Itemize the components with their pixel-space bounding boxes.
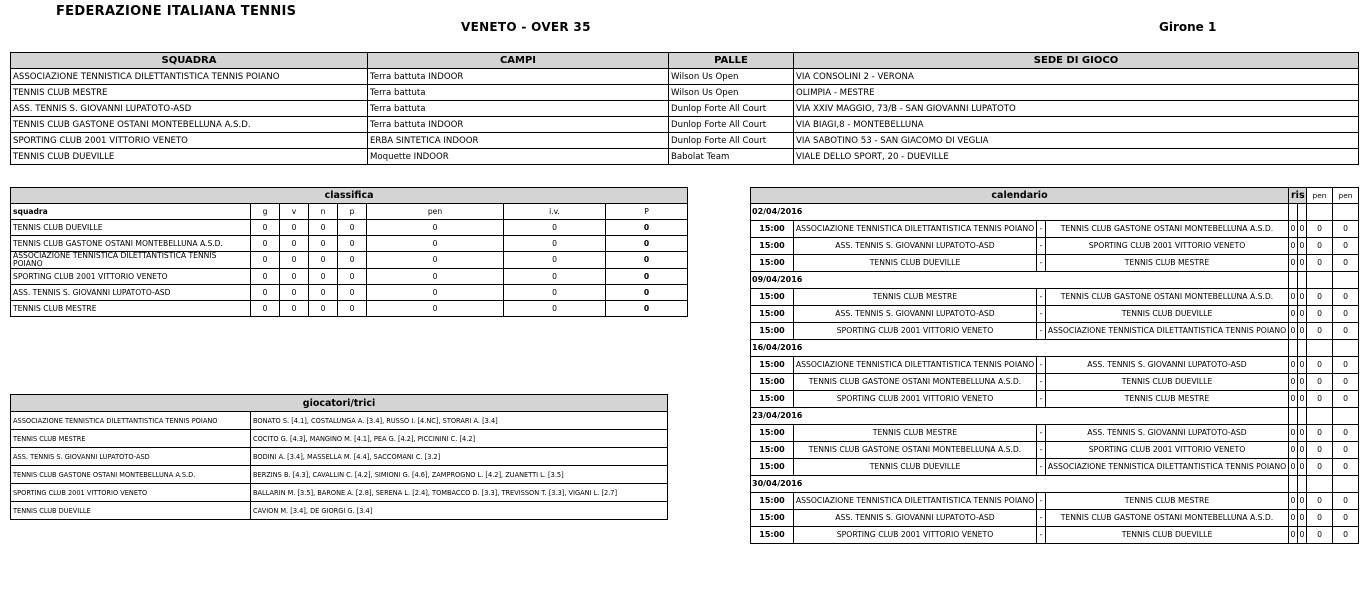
- ball-brand: Wilson Us Open: [669, 85, 794, 101]
- standings-col-pen: pen: [367, 204, 504, 220]
- calendar-col-pen-away: pen: [1333, 188, 1359, 204]
- ball-brand: Dunlop Forte All Court: [669, 133, 794, 149]
- result-away: 0: [1298, 493, 1307, 510]
- result-away: 0: [1298, 306, 1307, 323]
- match-row: [751, 510, 1359, 527]
- players-team: SPORTING CLUB 2001 VITTORIO VENETO: [11, 484, 251, 502]
- result-home: 0: [1289, 527, 1298, 544]
- penalty-home: 0: [1307, 391, 1333, 408]
- points: 0: [606, 301, 688, 317]
- table-row: [11, 285, 688, 301]
- home-team: TENNIS CLUB GASTONE OSTANI MONTEBELLUNA A.S.D.: [794, 374, 1037, 391]
- vs-separator: -: [1037, 527, 1046, 544]
- away-team: TENNIS CLUB GASTONE OSTANI MONTEBELLUNA A.S.D.: [1046, 289, 1289, 306]
- court-surface: Terra battuta INDOOR: [368, 117, 669, 133]
- penalties: 0: [367, 252, 504, 269]
- players-team: TENNIS CLUB DUEVILLE: [11, 502, 251, 520]
- losses: 0: [338, 285, 367, 301]
- table-row: [11, 430, 668, 448]
- round-date-filler: [1333, 476, 1359, 493]
- home-team: TENNIS CLUB MESTRE: [794, 425, 1037, 442]
- result-away: 0: [1298, 221, 1307, 238]
- players-team: TENNIS CLUB MESTRE: [11, 430, 251, 448]
- wins: 0: [280, 252, 309, 269]
- vs-separator: -: [1037, 459, 1046, 476]
- away-team: TENNIS CLUB MESTRE: [1046, 255, 1289, 272]
- penalty-away: 0: [1333, 425, 1359, 442]
- losses: 0: [338, 236, 367, 252]
- venue-address: VIA SABOTINO 53 - SAN GIACOMO DI VEGLIA: [794, 133, 1359, 149]
- home-team: ASS. TENNIS S. GIOVANNI LUPATOTO-ASD: [794, 238, 1037, 255]
- away-team: TENNIS CLUB GASTONE OSTANI MONTEBELLUNA A.S.D.: [1046, 510, 1289, 527]
- match-row: [751, 238, 1359, 255]
- players-table: [10, 394, 668, 520]
- players-team: TENNIS CLUB GASTONE OSTANI MONTEBELLUNA A.S.D.: [11, 466, 251, 484]
- team-name: ASS. TENNIS S. GIOVANNI LUPATOTO-ASD: [11, 101, 368, 117]
- court-surface: Moquette INDOOR: [368, 149, 669, 165]
- away-team: TENNIS CLUB GASTONE OSTANI MONTEBELLUNA A.S.D.: [1046, 221, 1289, 238]
- vs-separator: -: [1037, 255, 1046, 272]
- players-list: COCITO G. [4.3], MANGINO M. [4.1], PEA G. [4.2], PICCININI C. [4.2]: [251, 430, 668, 448]
- vs-separator: -: [1037, 425, 1046, 442]
- match-row: [751, 323, 1359, 340]
- result-away: 0: [1298, 527, 1307, 544]
- penalty-home: 0: [1307, 459, 1333, 476]
- teams-col-sede: SEDE DI GIOCO: [794, 53, 1359, 69]
- round-date-row: [751, 408, 1359, 425]
- iv: 0: [504, 252, 606, 269]
- table-row: [11, 301, 688, 317]
- team-name: TENNIS CLUB GASTONE OSTANI MONTEBELLUNA A.S.D.: [11, 117, 368, 133]
- players-title: giocatori/trici: [11, 395, 668, 412]
- round-date-filler: [1307, 272, 1333, 289]
- penalty-away: 0: [1333, 221, 1359, 238]
- result-away: 0: [1298, 425, 1307, 442]
- table-row: [11, 484, 668, 502]
- home-team: TENNIS CLUB GASTONE OSTANI MONTEBELLUNA A.S.D.: [794, 442, 1037, 459]
- match-time: 15:00: [751, 289, 794, 306]
- round-date-filler: [1307, 204, 1333, 221]
- round-date-filler: [1298, 272, 1307, 289]
- penalty-away: 0: [1333, 527, 1359, 544]
- away-team: ASSOCIAZIONE TENNISTICA DILETTANTISTICA TENNIS POIANO: [1046, 459, 1289, 476]
- points: 0: [606, 236, 688, 252]
- home-team: ASSOCIAZIONE TENNISTICA DILETTANTISTICA TENNIS POIANO: [794, 357, 1037, 374]
- standings-col-v: v: [280, 204, 309, 220]
- penalty-home: 0: [1307, 527, 1333, 544]
- court-surface: Terra battuta INDOOR: [368, 69, 669, 85]
- penalty-away: 0: [1333, 459, 1359, 476]
- penalty-home: 0: [1307, 289, 1333, 306]
- round-date: 09/04/2016: [751, 272, 1289, 289]
- table-row: [11, 69, 1359, 85]
- games-played: 0: [251, 301, 280, 317]
- standings-table: [10, 187, 688, 317]
- table-row: [11, 117, 1359, 133]
- teams-table: [10, 52, 1359, 165]
- home-team: SPORTING CLUB 2001 VITTORIO VENETO: [794, 527, 1037, 544]
- iv: 0: [504, 301, 606, 317]
- vs-separator: -: [1037, 391, 1046, 408]
- table-row: [11, 101, 1359, 117]
- round-date-filler: [1289, 272, 1298, 289]
- match-row: [751, 391, 1359, 408]
- penalty-away: 0: [1333, 357, 1359, 374]
- table-row: [11, 412, 668, 430]
- team-name: ASSOCIAZIONE TENNISTICA DILETTANTISTICA TENNIS POIANO: [11, 69, 368, 85]
- vs-separator: -: [1037, 357, 1046, 374]
- match-time: 15:00: [751, 442, 794, 459]
- match-row: [751, 306, 1359, 323]
- round-date: 02/04/2016: [751, 204, 1289, 221]
- draws: 0: [309, 220, 338, 236]
- round-date: 23/04/2016: [751, 408, 1289, 425]
- draws: 0: [309, 252, 338, 269]
- draws: 0: [309, 301, 338, 317]
- court-surface: ERBA SINTETICA INDOOR: [368, 133, 669, 149]
- home-team: ASSOCIAZIONE TENNISTICA DILETTANTISTICA TENNIS POIANO: [794, 221, 1037, 238]
- venue-address: VIALE DELLO SPORT, 20 - DUEVILLE: [794, 149, 1359, 165]
- penalty-home: 0: [1307, 323, 1333, 340]
- round-date-filler: [1307, 340, 1333, 357]
- match-row: [751, 289, 1359, 306]
- standings-col-n: n: [309, 204, 338, 220]
- round-date-filler: [1298, 340, 1307, 357]
- venue-address: VIA XXIV MAGGIO, 73/B - SAN GIOVANNI LUPATOTO: [794, 101, 1359, 117]
- standings-team: TENNIS CLUB DUEVILLE: [11, 220, 251, 236]
- games-played: 0: [251, 285, 280, 301]
- standings-col-points: P: [606, 204, 688, 220]
- match-row: [751, 255, 1359, 272]
- table-row: [11, 236, 688, 252]
- match-time: 15:00: [751, 238, 794, 255]
- calendar-col-pen-home: pen: [1307, 188, 1333, 204]
- result-away: 0: [1298, 374, 1307, 391]
- match-row: [751, 374, 1359, 391]
- result-home: 0: [1289, 323, 1298, 340]
- players-team: ASSOCIAZIONE TENNISTICA DILETTANTISTICA TENNIS POIANO: [11, 412, 251, 430]
- vs-separator: -: [1037, 323, 1046, 340]
- round-date-row: [751, 340, 1359, 357]
- vs-separator: -: [1037, 289, 1046, 306]
- draws: 0: [309, 269, 338, 285]
- match-row: [751, 442, 1359, 459]
- teams-col-campi: CAMPI: [368, 53, 669, 69]
- team-name: SPORTING CLUB 2001 VITTORIO VENETO: [11, 133, 368, 149]
- penalties: 0: [367, 301, 504, 317]
- away-team: TENNIS CLUB DUEVILLE: [1046, 306, 1289, 323]
- standings-col-iv: i.v.: [504, 204, 606, 220]
- round-date-filler: [1298, 408, 1307, 425]
- away-team: TENNIS CLUB MESTRE: [1046, 391, 1289, 408]
- teams-header-row: [11, 53, 1359, 69]
- penalty-away: 0: [1333, 289, 1359, 306]
- home-team: SPORTING CLUB 2001 VITTORIO VENETO: [794, 323, 1037, 340]
- round-date-filler: [1298, 476, 1307, 493]
- points: 0: [606, 220, 688, 236]
- table-row: [11, 149, 1359, 165]
- match-row: [751, 459, 1359, 476]
- penalty-away: 0: [1333, 306, 1359, 323]
- players-team: ASS. TENNIS S. GIOVANNI LUPATOTO-ASD: [11, 448, 251, 466]
- away-team: TENNIS CLUB MESTRE: [1046, 493, 1289, 510]
- result-home: 0: [1289, 442, 1298, 459]
- teams-col-squadra: SQUADRA: [11, 53, 368, 69]
- home-team: TENNIS CLUB MESTRE: [794, 289, 1037, 306]
- result-home: 0: [1289, 289, 1298, 306]
- penalty-home: 0: [1307, 425, 1333, 442]
- standings-team: ASS. TENNIS S. GIOVANNI LUPATOTO-ASD: [11, 285, 251, 301]
- games-played: 0: [251, 269, 280, 285]
- iv: 0: [504, 236, 606, 252]
- result-away: 0: [1298, 255, 1307, 272]
- games-played: 0: [251, 220, 280, 236]
- ball-brand: Dunlop Forte All Court: [669, 117, 794, 133]
- away-team: SPORTING CLUB 2001 VITTORIO VENETO: [1046, 238, 1289, 255]
- table-row: [11, 466, 668, 484]
- result-home: 0: [1289, 221, 1298, 238]
- penalty-home: 0: [1307, 255, 1333, 272]
- match-time: 15:00: [751, 357, 794, 374]
- losses: 0: [338, 301, 367, 317]
- result-home: 0: [1289, 425, 1298, 442]
- draws: 0: [309, 236, 338, 252]
- away-team: SPORTING CLUB 2001 VITTORIO VENETO: [1046, 442, 1289, 459]
- venue-address: VIA CONSOLINI 2 - VERONA: [794, 69, 1359, 85]
- venue-address: VIA BIAGI,8 - MONTEBELLUNA: [794, 117, 1359, 133]
- games-played: 0: [251, 236, 280, 252]
- penalty-home: 0: [1307, 442, 1333, 459]
- home-team: ASS. TENNIS S. GIOVANNI LUPATOTO-ASD: [794, 306, 1037, 323]
- result-away: 0: [1298, 357, 1307, 374]
- penalty-away: 0: [1333, 323, 1359, 340]
- vs-separator: -: [1037, 510, 1046, 527]
- court-surface: Terra battuta: [368, 85, 669, 101]
- match-time: 15:00: [751, 391, 794, 408]
- result-home: 0: [1289, 391, 1298, 408]
- teams-col-palle: PALLE: [669, 53, 794, 69]
- penalty-away: 0: [1333, 255, 1359, 272]
- players-list: BALLARIN M. [3.5], BARONE A. [2.8], SERENA L. [2.4], TOMBACCO D. [3.3], TREVISSON T. [3.3], VIGANI L. [2.7]: [251, 484, 668, 502]
- table-row: [11, 133, 1359, 149]
- match-time: 15:00: [751, 306, 794, 323]
- vs-separator: -: [1037, 221, 1046, 238]
- away-team: ASS. TENNIS S. GIOVANNI LUPATOTO-ASD: [1046, 425, 1289, 442]
- away-team: TENNIS CLUB DUEVILLE: [1046, 527, 1289, 544]
- result-home: 0: [1289, 357, 1298, 374]
- ball-brand: Babolat Team: [669, 149, 794, 165]
- match-time: 15:00: [751, 221, 794, 238]
- wins: 0: [280, 269, 309, 285]
- round-date-row: [751, 272, 1359, 289]
- result-away: 0: [1298, 323, 1307, 340]
- table-row: [11, 220, 688, 236]
- home-team: TENNIS CLUB DUEVILLE: [794, 255, 1037, 272]
- match-row: [751, 221, 1359, 238]
- penalty-away: 0: [1333, 238, 1359, 255]
- penalties: 0: [367, 269, 504, 285]
- iv: 0: [504, 285, 606, 301]
- calendar-col-ris: ris: [1289, 188, 1307, 204]
- result-home: 0: [1289, 493, 1298, 510]
- vs-separator: -: [1037, 374, 1046, 391]
- points: 0: [606, 252, 688, 269]
- ball-brand: Wilson Us Open: [669, 69, 794, 85]
- penalties: 0: [367, 220, 504, 236]
- games-played: 0: [251, 252, 280, 269]
- wins: 0: [280, 301, 309, 317]
- result-home: 0: [1289, 238, 1298, 255]
- away-team: ASSOCIAZIONE TENNISTICA DILETTANTISTICA TENNIS POIANO: [1046, 323, 1289, 340]
- result-away: 0: [1298, 289, 1307, 306]
- table-row: [11, 502, 668, 520]
- penalty-away: 0: [1333, 391, 1359, 408]
- vs-separator: -: [1037, 493, 1046, 510]
- ball-brand: Dunlop Forte All Court: [669, 101, 794, 117]
- table-row: [11, 448, 668, 466]
- penalty-away: 0: [1333, 442, 1359, 459]
- round-date-filler: [1289, 408, 1298, 425]
- round-date: 16/04/2016: [751, 340, 1289, 357]
- federation-title: FEDERAZIONE ITALIANA TENNIS: [56, 4, 297, 19]
- calendar-header-row: [751, 188, 1359, 204]
- result-away: 0: [1298, 391, 1307, 408]
- table-row: [11, 269, 688, 285]
- losses: 0: [338, 252, 367, 269]
- penalty-home: 0: [1307, 238, 1333, 255]
- standings-header-row: [11, 204, 688, 220]
- result-away: 0: [1298, 442, 1307, 459]
- round-date-filler: [1307, 408, 1333, 425]
- standings-col-g: g: [251, 204, 280, 220]
- home-team: SPORTING CLUB 2001 VITTORIO VENETO: [794, 391, 1037, 408]
- penalty-away: 0: [1333, 510, 1359, 527]
- team-name: TENNIS CLUB MESTRE: [11, 85, 368, 101]
- wins: 0: [280, 285, 309, 301]
- result-away: 0: [1298, 238, 1307, 255]
- round-date: 30/04/2016: [751, 476, 1289, 493]
- losses: 0: [338, 220, 367, 236]
- result-away: 0: [1298, 459, 1307, 476]
- vs-separator: -: [1037, 306, 1046, 323]
- match-time: 15:00: [751, 323, 794, 340]
- result-home: 0: [1289, 374, 1298, 391]
- points: 0: [606, 285, 688, 301]
- round-date-filler: [1333, 340, 1359, 357]
- players-list: CAVION M. [3.4], DE GIORGI G. [3.4]: [251, 502, 668, 520]
- penalty-home: 0: [1307, 510, 1333, 527]
- round-date-filler: [1333, 204, 1359, 221]
- match-time: 15:00: [751, 510, 794, 527]
- penalty-home: 0: [1307, 374, 1333, 391]
- round-date-filler: [1298, 204, 1307, 221]
- vs-separator: -: [1037, 442, 1046, 459]
- penalty-away: 0: [1333, 374, 1359, 391]
- calendar-table: [750, 187, 1359, 544]
- round-date-row: [751, 476, 1359, 493]
- result-home: 0: [1289, 510, 1298, 527]
- table-row: [11, 85, 1359, 101]
- standings-team: SPORTING CLUB 2001 VITTORIO VENETO: [11, 269, 251, 285]
- match-row: [751, 527, 1359, 544]
- players-list: BODINI A. [3.4], MASSELLA M. [4.4], SACCOMANI C. [3.2]: [251, 448, 668, 466]
- match-time: 15:00: [751, 459, 794, 476]
- iv: 0: [504, 220, 606, 236]
- home-team: ASSOCIAZIONE TENNISTICA DILETTANTISTICA TENNIS POIANO: [794, 493, 1037, 510]
- round-date-filler: [1307, 476, 1333, 493]
- penalty-home: 0: [1307, 221, 1333, 238]
- result-home: 0: [1289, 306, 1298, 323]
- match-row: [751, 425, 1359, 442]
- round-date-filler: [1289, 204, 1298, 221]
- match-time: 15:00: [751, 374, 794, 391]
- penalty-home: 0: [1307, 306, 1333, 323]
- penalty-home: 0: [1307, 493, 1333, 510]
- match-row: [751, 357, 1359, 374]
- penalty-away: 0: [1333, 493, 1359, 510]
- match-row: [751, 493, 1359, 510]
- home-team: ASS. TENNIS S. GIOVANNI LUPATOTO-ASD: [794, 510, 1037, 527]
- calendar-title: calendario: [751, 188, 1289, 204]
- away-team: ASS. TENNIS S. GIOVANNI LUPATOTO-ASD: [1046, 357, 1289, 374]
- table-row: [11, 252, 688, 269]
- group-label: Girone 1: [1159, 20, 1217, 34]
- championship-title: VENETO - OVER 35: [461, 20, 591, 34]
- penalties: 0: [367, 285, 504, 301]
- penalties: 0: [367, 236, 504, 252]
- home-team: TENNIS CLUB DUEVILLE: [794, 459, 1037, 476]
- wins: 0: [280, 220, 309, 236]
- standings-col-squadra: squadra: [11, 204, 251, 220]
- wins: 0: [280, 236, 309, 252]
- points: 0: [606, 269, 688, 285]
- result-home: 0: [1289, 459, 1298, 476]
- round-date-filler: [1333, 272, 1359, 289]
- standings-col-p: p: [338, 204, 367, 220]
- match-time: 15:00: [751, 255, 794, 272]
- round-date-filler: [1289, 340, 1298, 357]
- match-time: 15:00: [751, 425, 794, 442]
- result-home: 0: [1289, 255, 1298, 272]
- round-date-row: [751, 204, 1359, 221]
- players-list: BERZINS B. [4.3], CAVALLIN C. [4.2], SIMIONI G. [4.6], ZAMPROGNO L. [4.2], ZUANETTI L. [3.5]: [251, 466, 668, 484]
- draws: 0: [309, 285, 338, 301]
- penalty-home: 0: [1307, 357, 1333, 374]
- standings-team: ASSOCIAZIONE TENNISTICA DILETTANTISTICA TENNIS POIANO: [11, 252, 251, 269]
- iv: 0: [504, 269, 606, 285]
- court-surface: Terra battuta: [368, 101, 669, 117]
- losses: 0: [338, 269, 367, 285]
- match-time: 15:00: [751, 527, 794, 544]
- round-date-filler: [1289, 476, 1298, 493]
- vs-separator: -: [1037, 238, 1046, 255]
- away-team: TENNIS CLUB DUEVILLE: [1046, 374, 1289, 391]
- match-time: 15:00: [751, 493, 794, 510]
- round-date-filler: [1333, 408, 1359, 425]
- standings-team: TENNIS CLUB MESTRE: [11, 301, 251, 317]
- team-name: TENNIS CLUB DUEVILLE: [11, 149, 368, 165]
- venue-address: OLIMPIA - MESTRE: [794, 85, 1359, 101]
- standings-title: classifica: [11, 188, 688, 204]
- result-away: 0: [1298, 510, 1307, 527]
- players-list: BONATO S. [4.1], COSTALUNGA A. [3.4], RUSSO I. [4.NC], STORARI A. [3.4]: [251, 412, 668, 430]
- standings-team: TENNIS CLUB GASTONE OSTANI MONTEBELLUNA A.S.D.: [11, 236, 251, 252]
